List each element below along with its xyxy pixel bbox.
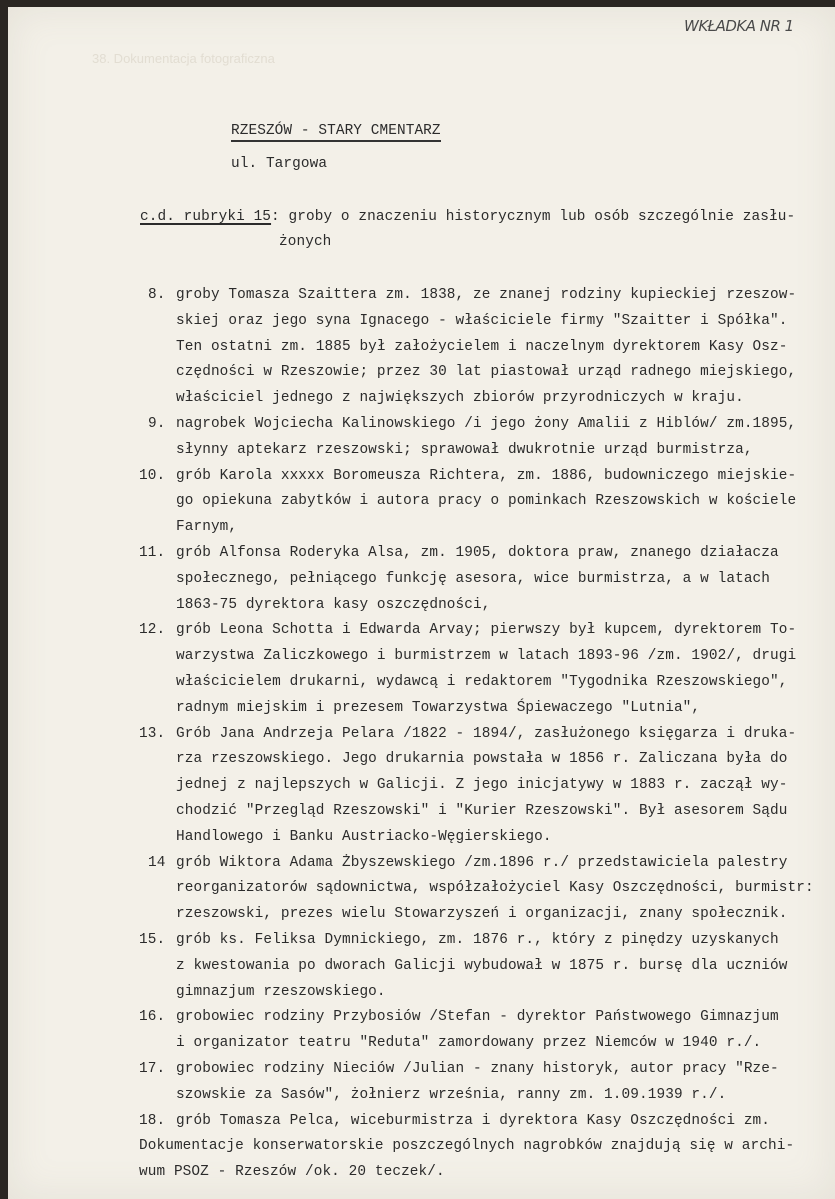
item-text-line: Handlowego i Banku Austriacko-Węgierskiego. — [176, 828, 552, 845]
item-text-line: właściciel jednego z największych zbiorów przyrodniczych w kraju. — [176, 390, 744, 407]
closing-note-line: wum PSOZ - Rzeszów /ok. 20 teczek/. — [139, 1164, 445, 1181]
section-heading — [140, 208, 795, 226]
item-text-line: grób Alfonsa Roderyka Alsa, zm. 1905, doktora praw, znanego działacza — [176, 545, 779, 561]
closing-note-line: Dokumentacje konserwatorskie poszczególnych nagrobków znajdują się w archi- — [139, 1138, 795, 1155]
item-text-line: społecznego, pełniącego funkcję asesora, wice burmistrza, a w latach — [176, 570, 771, 587]
section-text-continuation: żonych — [279, 234, 332, 250]
section-text-line: : groby o znaczeniu historycznym lub osób szczególnie zasłu- — [271, 209, 796, 225]
handwritten-annotation: WKŁADKA NR 1 — [684, 17, 794, 35]
item-text-line: go opiekuna zabytków i autora pracy o pominkach Rzeszowskich w kościele — [176, 493, 797, 510]
item-text-line: Farnym, — [176, 519, 238, 536]
item-number: 15. — [139, 932, 166, 948]
faded-watermark-text: 38. Dokumentacja fotograficzna — [92, 51, 275, 66]
item-number: 13. — [139, 725, 166, 742]
item-number: 14 — [148, 854, 166, 871]
item-text-line: reorganizatorów sądownictwa, współzałożyciel Kasy Oszczędności, burmistr: — [176, 880, 814, 897]
item-text-line: rzeszowski, prezes wielu Stowarzyszeń i organizacji, znany społecznik. — [176, 906, 788, 923]
item-number: 17. — [139, 1061, 166, 1077]
item-text-line: warzystwa Zaliczkowego i burmistrzem w latach 1893-96 /zm. 1902/, drugi — [176, 648, 797, 665]
item-text-line: grób Wiktora Adama Żbyszewskiego /zm.1896 r./ przedstawiciela palestry — [176, 854, 788, 871]
item-number: 8. — [148, 287, 166, 303]
item-text-line: grób Leona Schotta i Edwarda Arvay; pierwszy był kupcem, dyrektorem To- — [176, 622, 797, 639]
item-text-line: grób Karola xxxxx Boromeusza Richtera, zm. 1886, budowniczego miejskie- — [176, 467, 797, 484]
item-text-line: radnym miejskim i prezesem Towarzystwa Śpiewaczego "Lutnia", — [176, 699, 701, 716]
item-text-line: Ten ostatni zm. 1885 był założycielem i naczelnym dyrektorem Kasy Osz- — [176, 338, 788, 355]
document-title: RZESZÓW - STARY CMENTARZ — [231, 122, 441, 142]
document-subtitle: ul. Targowa — [231, 156, 328, 172]
item-text-line: groby Tomasza Szaittera zm. 1838, ze znanej rodziny kupieckiej rzeszow- — [176, 287, 797, 303]
section-label: c.d. rubryki 15 — [140, 209, 272, 225]
item-text-line: słynny aptekarz rzeszowski; sprawował dwukrotnie urząd burmistrza, — [176, 441, 753, 458]
item-text-line: właścicielem drukarni, wydawcą i redaktorem "Tygodnika Rzeszowskiego", — [176, 674, 788, 690]
item-number: 16. — [139, 1009, 166, 1026]
item-text-line: skiej oraz jego syna Ignacego - właściciele firmy "Szaitter i Spółka". — [176, 312, 788, 329]
item-text-line: gimnazjum rzeszowskiego. — [176, 983, 386, 1000]
item-text-line: jednej z najlepszych w Galicji. Z jego inicjatywy w 1883 r. zaczął wy- — [176, 777, 788, 794]
item-number: 12. — [139, 622, 166, 639]
item-number: 11. — [139, 545, 166, 561]
item-number: 9. — [148, 416, 166, 432]
item-text-line: grób Tomasza Pelca, wiceburmistrza i dyrektora Kasy Oszczędności zm. — [176, 1112, 771, 1129]
item-text-line: 1863-75 dyrektora kasy oszczędności, — [176, 596, 491, 613]
item-text-line: rza rzeszowskiego. Jego drukarnia powstała w 1856 r. Zaliczana była do — [176, 751, 788, 768]
item-text-line: czędności w Rzeszowie; przez 30 lat piastował urząd radnego miejskiego, — [176, 364, 797, 381]
item-text-line: grobowiec rodziny Przybosiów /Stefan - dyrektor Państwowego Gimnazjum — [176, 1009, 779, 1026]
item-number: 18. — [139, 1112, 166, 1129]
item-text-line: z kwestowania po dworach Galicji wybudował w 1875 r. bursę dla uczniów — [176, 957, 788, 974]
item-text-line: Grób Jana Andrzeja Pelara /1822 - 1894/, zasłużonego księgarza i druka- — [176, 725, 797, 742]
item-text-line: szowskie za Sasów", żołnierz września, ranny zm. 1.09.1939 r./. — [176, 1086, 727, 1103]
item-text-line: i organizator teatru "Reduta" zamordowany przez Niemców w 1940 r./. — [176, 1035, 762, 1052]
item-text-line: grób ks. Feliksa Dymnickiego, zm. 1876 r., który z pinędzy uzyskanych — [176, 932, 779, 948]
item-text-line: nagrobek Wojciecha Kalinowskiego /i jego żony Amalii z Hiblów/ zm.1895, — [176, 416, 797, 432]
item-text-line: grobowiec rodziny Nieciów /Julian - znany historyk, autor pracy "Rze- — [176, 1061, 779, 1077]
document-page — [8, 7, 835, 1199]
item-text-line: chodzić "Przegląd Rzeszowski" i "Kurier Rzeszowski". Był asesorem Sądu — [176, 803, 788, 819]
item-number: 10. — [139, 467, 166, 484]
